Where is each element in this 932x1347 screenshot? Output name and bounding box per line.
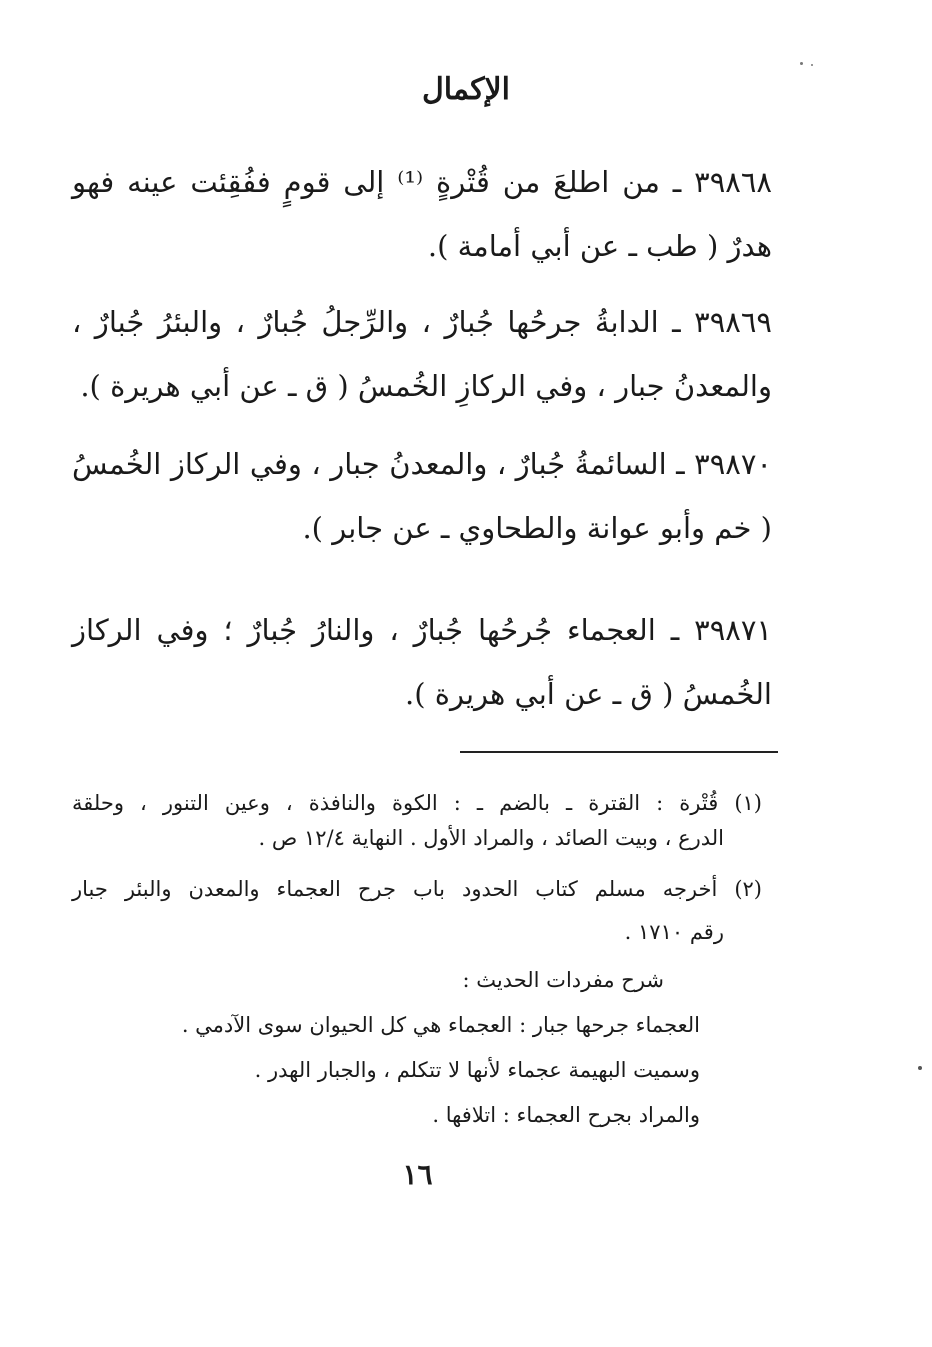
- footnote-line: الدرع ، وبيت الصائد ، والمراد الأول . النهاية ١٢/٤ ص .: [258, 826, 724, 850]
- glossary-line: وسميت البهيمة عجماء لأنها لا تتكلم ، والجبار الهدر .: [254, 1058, 700, 1082]
- hadith-entry: [72, 598, 772, 726]
- hadith-dash: ـ: [659, 165, 682, 199]
- hadith-text: من اطلعَ من قُتْرةٍ ⁽¹⁾ إلى قومٍ ففُقِئت عينه فهو هدرٌ ( طب ـ عن أبي أمامة ).: [72, 165, 772, 263]
- hadith-dash: ـ: [666, 447, 685, 481]
- footnote-1: [72, 786, 762, 856]
- footnote-separator: [460, 751, 778, 753]
- hadith-dash: ـ: [658, 305, 681, 339]
- hadith-number: ٣٩٨٦٩: [694, 305, 773, 339]
- hadith-dash: ـ: [655, 613, 680, 647]
- hadith-entry: [72, 290, 772, 418]
- scan-speck: [800, 62, 803, 65]
- glossary: [120, 958, 700, 1138]
- hadith-entry: [72, 432, 772, 560]
- hadith-number: ٣٩٨٦٨: [694, 165, 773, 199]
- page-number: ١٦: [402, 1158, 433, 1191]
- glossary-line: العجماء جرحها جبار : العجماء هي كل الحيوان سوى الآدمي .: [181, 1013, 700, 1037]
- scan-speck: [811, 64, 813, 66]
- hadith-entry: [72, 150, 772, 278]
- glossary-title: شرح مفردات الحديث :: [462, 968, 664, 992]
- footnote-line: (٢) أخرجه مسلم كتاب الحدود باب جرح العجماء والمعدن والبئر جبار: [72, 877, 762, 901]
- footnote-2: [72, 872, 762, 950]
- hadith-text: الدابةُ جرحُها جُبارٌ ، والرِّجلُ جُبارٌ ، والبئرُ جُبارٌ ، والمعدنُ جبار ، وفي الركازِ الخُمسُ ( ق ـ عن أبي هريرة ).: [72, 305, 772, 403]
- glossary-line: والمراد بجرح العجماء : اتلافها .: [432, 1103, 700, 1127]
- footnote-line: (١) قُتْرة : القترة ـ بالضم ـ : الكوة والنافذة ، وعين التنور ، وحلقة: [72, 791, 762, 815]
- hadith-text: السائمةُ جُبارٌ ، والمعدنُ جبار ، وفي الركاز الخُمسُ ( خم وأبو عوانة والطحاوي ـ عن جابر ).: [72, 447, 772, 545]
- footnote-line: رقم ١٧١٠ .: [624, 920, 724, 944]
- hadith-number: ٣٩٨٧١: [694, 613, 773, 647]
- hadith-text: العجماء جُرحُها جُبارٌ ، والنارُ جُبارٌ ؛ وفي الركاز الخُمسُ ( ق ـ عن أبي هريرة ).: [72, 613, 772, 711]
- running-header: الإكمال: [421, 72, 510, 107]
- scan-speck: [918, 1066, 922, 1070]
- hadith-number: ٣٩٨٧٠: [694, 447, 773, 481]
